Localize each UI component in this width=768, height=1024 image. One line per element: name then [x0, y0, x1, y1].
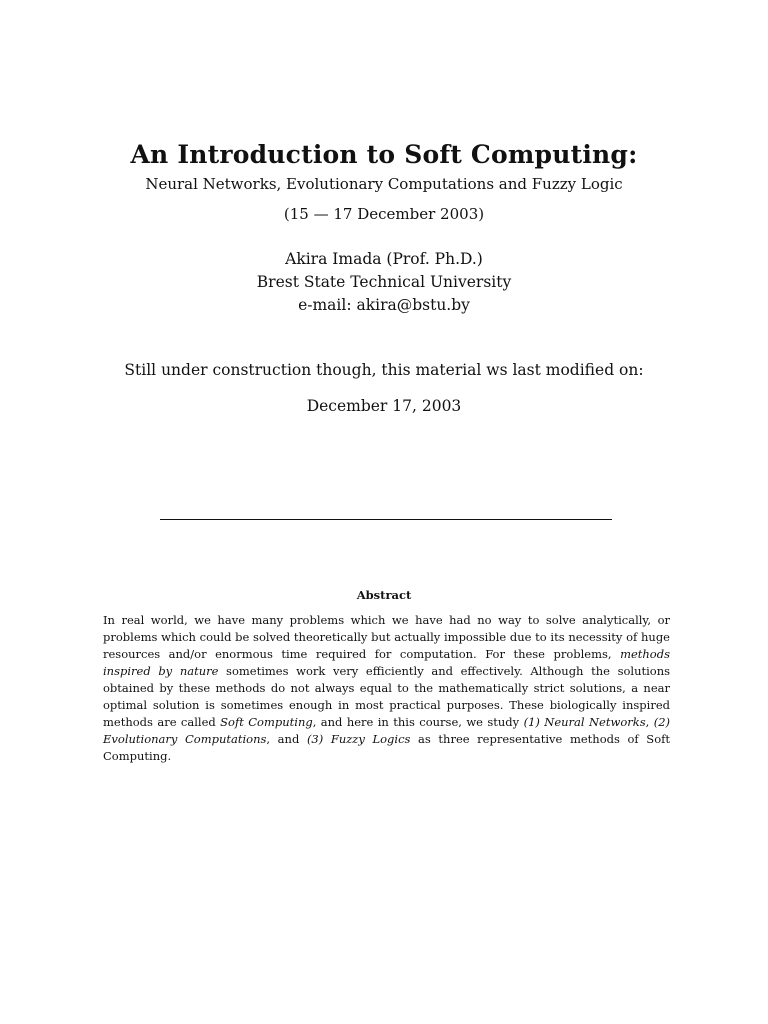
modified-date: December 17, 2003: [306, 397, 462, 415]
abstract-text-segment: , and: [266, 732, 307, 746]
abstract-text-segment: as three representative methods of Soft Computing.: [103, 732, 670, 763]
document-subtitle: Neural Networks, Evolutionary Computations and Fuzzy Logic: [145, 175, 623, 193]
author-affiliation: Brest State Technical University: [256, 273, 512, 291]
construction-note: Still under construction though, this material ws last modified on:: [124, 361, 644, 379]
abstract-emphasis-segment: (2) Evolutionary Computations: [103, 715, 670, 746]
author-email: e-mail: akira@bstu.by: [298, 296, 470, 314]
course-dates: (15 — 17 December 2003): [283, 205, 485, 223]
abstract-heading: Abstract: [356, 588, 412, 602]
abstract-text-segment: ,: [645, 715, 654, 729]
abstract-emphasis-segment: (3) Fuzzy Logics: [306, 732, 411, 746]
abstract-text-segment: In real world, we have many problems which we have had no way to solve analytically, or problems which could be solved theoretically but actually impossible due to its necessity of huge resources and/or enormous time required for computation. For these problems,: [103, 613, 670, 661]
abstract-emphasis-segment: methods inspired by nature: [103, 647, 670, 678]
abstract-text-segment: sometimes work very efficiently and effectively. Although the solutions obtained by these methods do not always equal to the mathematically strict solutions, a near optimal solution is sometimes enough in most practical purposes. These biologically inspired methods are called: [103, 664, 671, 729]
abstract-body: [103, 612, 670, 765]
abstract-emphasis-segment: Soft Computing: [220, 715, 313, 729]
horizontal-rule: [160, 519, 612, 520]
author-block: [0, 248, 768, 317]
document-title: An Introduction to Soft Computing:: [130, 140, 638, 169]
author-name: Akira Imada (Prof. Ph.D.): [285, 250, 483, 268]
abstract-emphasis-segment: (1) Neural Networks: [523, 715, 646, 729]
abstract-text-segment: , and here in this course, we study: [312, 715, 524, 729]
